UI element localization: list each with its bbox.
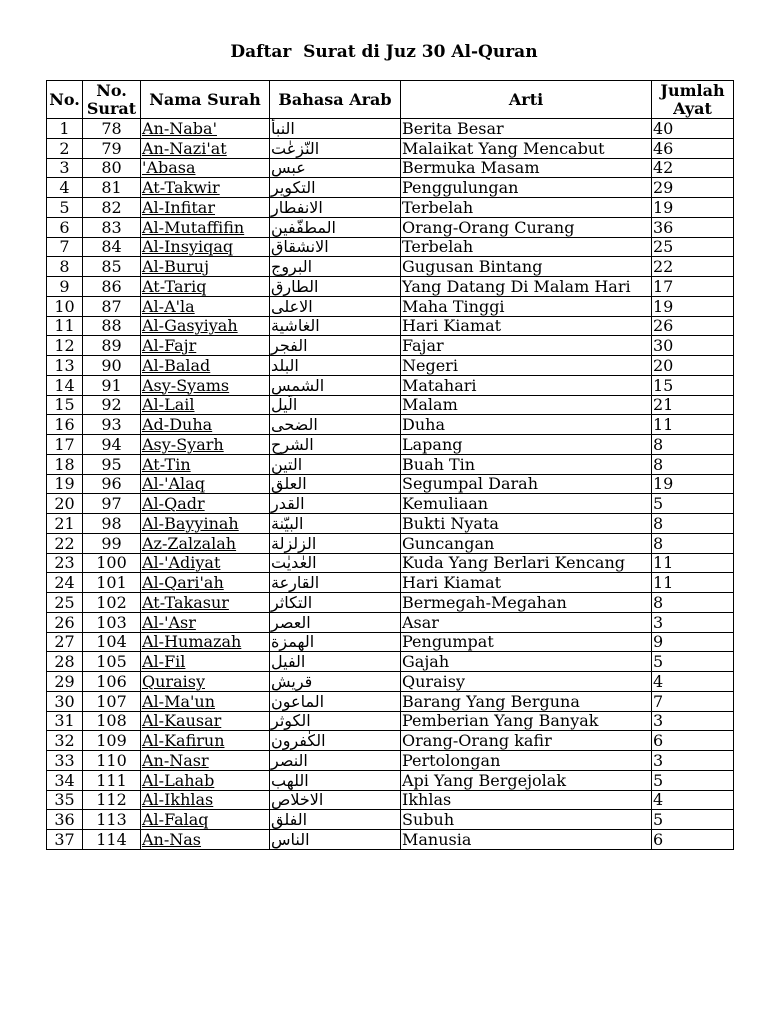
surah-name-link[interactable]: Al-A'la [141, 296, 270, 316]
surah-name-link[interactable]: Al-Qadr [141, 494, 270, 514]
verse-count: 8 [652, 533, 734, 553]
surah-name-link[interactable]: Al-Ikhlas [141, 790, 270, 810]
arabic-name: عبس [270, 158, 401, 178]
row-number: 16 [47, 415, 83, 435]
arabic-name: الناس [270, 830, 401, 850]
surah-name-link[interactable]: Asy-Syams [141, 375, 270, 395]
surah-name-link[interactable]: Asy-Syarh [141, 435, 270, 455]
surah-number: 82 [83, 198, 141, 218]
meaning: Matahari [401, 375, 652, 395]
row-number: 36 [47, 810, 83, 830]
row-number: 11 [47, 316, 83, 336]
row-number: 9 [47, 277, 83, 297]
row-number: 24 [47, 573, 83, 593]
surah-number: 101 [83, 573, 141, 593]
row-number: 34 [47, 770, 83, 790]
surah-number: 80 [83, 158, 141, 178]
verse-count: 42 [652, 158, 734, 178]
surah-number: 112 [83, 790, 141, 810]
table-row [47, 573, 734, 593]
verse-count: 5 [652, 810, 734, 830]
verse-count: 5 [652, 770, 734, 790]
arabic-name: القارعة [270, 573, 401, 593]
verse-count: 5 [652, 494, 734, 514]
meaning: Pertolongan [401, 751, 652, 771]
surah-name-link[interactable]: Az-Zalzalah [141, 533, 270, 553]
table-row [47, 790, 734, 810]
meaning: Malam [401, 395, 652, 415]
surah-name-link[interactable]: Al-Lahab [141, 770, 270, 790]
surah-number: 78 [83, 119, 141, 139]
arabic-name: الشمس [270, 375, 401, 395]
row-number: 25 [47, 593, 83, 613]
row-number: 19 [47, 474, 83, 494]
meaning: Terbelah [401, 237, 652, 257]
surah-name-link[interactable]: An-Nas [141, 830, 270, 850]
surah-name-link[interactable]: Al-Insyiqaq [141, 237, 270, 257]
header-nama-surah: Nama Surah [141, 81, 270, 119]
surah-number: 89 [83, 336, 141, 356]
table-row [47, 830, 734, 850]
meaning: Subuh [401, 810, 652, 830]
verse-count: 36 [652, 217, 734, 237]
table-row [47, 711, 734, 731]
surah-number: 87 [83, 296, 141, 316]
row-number: 7 [47, 237, 83, 257]
meaning: Api Yang Bergejolak [401, 770, 652, 790]
meaning: Buah Tin [401, 454, 652, 474]
meaning: Barang Yang Berguna [401, 691, 652, 711]
meaning: Bukti Nyata [401, 514, 652, 534]
surah-number: 108 [83, 711, 141, 731]
surah-name-link[interactable]: Al-Bayyinah [141, 514, 270, 534]
meaning: Orang-Orang kafir [401, 731, 652, 751]
row-number: 20 [47, 494, 83, 514]
table-row [47, 257, 734, 277]
surah-name-link[interactable]: An-Nazi'at [141, 138, 270, 158]
header-no-surat: No. Surat [83, 81, 141, 119]
verse-count: 20 [652, 356, 734, 376]
table-row [47, 612, 734, 632]
arabic-name: الزلزلة [270, 533, 401, 553]
verse-count: 9 [652, 632, 734, 652]
meaning: Asar [401, 612, 652, 632]
meaning: Bermegah-Megahan [401, 593, 652, 613]
surah-number: 103 [83, 612, 141, 632]
row-number: 22 [47, 533, 83, 553]
meaning: Kuda Yang Berlari Kencang [401, 553, 652, 573]
surah-name-link[interactable]: Al-Gasyiyah [141, 316, 270, 336]
surah-number: 81 [83, 178, 141, 198]
row-number: 32 [47, 731, 83, 751]
surah-number: 90 [83, 356, 141, 376]
surah-name-link[interactable]: Ad-Duha [141, 415, 270, 435]
header-bahasa-arab: Bahasa Arab [270, 81, 401, 119]
surah-number: 86 [83, 277, 141, 297]
surah-name-link[interactable]: At-Tin [141, 454, 270, 474]
arabic-name: العصر [270, 612, 401, 632]
table-row [47, 119, 734, 139]
verse-count: 19 [652, 474, 734, 494]
surah-number: 104 [83, 632, 141, 652]
table-row [47, 494, 734, 514]
arabic-name: التين [270, 454, 401, 474]
verse-count: 6 [652, 731, 734, 751]
meaning: Fajar [401, 336, 652, 356]
meaning: Hari Kiamat [401, 316, 652, 336]
arabic-name: اللهب [270, 770, 401, 790]
arabic-name: القدر [270, 494, 401, 514]
row-number: 8 [47, 257, 83, 277]
surah-name-link[interactable]: Al-Falaq [141, 810, 270, 830]
surah-number: 84 [83, 237, 141, 257]
verse-count: 11 [652, 415, 734, 435]
arabic-name: الانفطار [270, 198, 401, 218]
table-row [47, 336, 734, 356]
table-row [47, 731, 734, 751]
surah-number: 109 [83, 731, 141, 751]
arabic-name: البيّنة [270, 514, 401, 534]
surah-name-link[interactable]: An-Naba' [141, 119, 270, 139]
row-number: 28 [47, 652, 83, 672]
row-number: 18 [47, 454, 83, 474]
verse-count: 26 [652, 316, 734, 336]
row-number: 26 [47, 612, 83, 632]
table-row [47, 375, 734, 395]
arabic-name: البلد [270, 356, 401, 376]
meaning: Segumpal Darah [401, 474, 652, 494]
surah-number: 111 [83, 770, 141, 790]
verse-count: 29 [652, 178, 734, 198]
verse-count: 11 [652, 573, 734, 593]
row-number: 15 [47, 395, 83, 415]
surah-number: 102 [83, 593, 141, 613]
surah-name-link[interactable]: Al-Fil [141, 652, 270, 672]
surah-number: 106 [83, 672, 141, 692]
surah-number: 97 [83, 494, 141, 514]
surah-name-link[interactable]: An-Nasr [141, 751, 270, 771]
meaning: Quraisy [401, 672, 652, 692]
surah-number: 91 [83, 375, 141, 395]
row-number: 1 [47, 119, 83, 139]
table-row [47, 632, 734, 652]
verse-count: 17 [652, 277, 734, 297]
row-number: 21 [47, 514, 83, 534]
arabic-name: الفيل [270, 652, 401, 672]
arabic-name: الانشقاق [270, 237, 401, 257]
table-row [47, 751, 734, 771]
arabic-name: قريش [270, 672, 401, 692]
arabic-name: الماعون [270, 691, 401, 711]
surah-number: 110 [83, 751, 141, 771]
table-row [47, 652, 734, 672]
row-number: 13 [47, 356, 83, 376]
table-row [47, 672, 734, 692]
surah-name-link[interactable]: Al-Humazah [141, 632, 270, 652]
verse-count: 11 [652, 553, 734, 573]
meaning: Penggulungan [401, 178, 652, 198]
meaning: Yang Datang Di Malam Hari [401, 277, 652, 297]
arabic-name: الاعلى [270, 296, 401, 316]
table-row [47, 553, 734, 573]
verse-count: 3 [652, 612, 734, 632]
meaning: Terbelah [401, 198, 652, 218]
surah-name-link[interactable]: 'Abasa [141, 158, 270, 178]
table-header-row [47, 81, 734, 119]
table-row [47, 474, 734, 494]
meaning: Guncangan [401, 533, 652, 553]
verse-count: 25 [652, 237, 734, 257]
surah-name-link[interactable]: Al-Balad [141, 356, 270, 376]
meaning: Lapang [401, 435, 652, 455]
table-row [47, 316, 734, 336]
arabic-name: العٰديٰت [270, 553, 401, 573]
verse-count: 3 [652, 751, 734, 771]
arabic-name: النّزعٰت [270, 138, 401, 158]
arabic-name: الكٰفرون [270, 731, 401, 751]
table-row [47, 178, 734, 198]
meaning: Gugusan Bintang [401, 257, 652, 277]
arabic-name: الّيل [270, 395, 401, 415]
surah-number: 92 [83, 395, 141, 415]
header-no: No. [47, 81, 83, 119]
surah-name-link[interactable]: Al-Qari'ah [141, 573, 270, 593]
verse-count: 4 [652, 790, 734, 810]
surah-number: 113 [83, 810, 141, 830]
table-row [47, 296, 734, 316]
row-number: 29 [47, 672, 83, 692]
verse-count: 7 [652, 691, 734, 711]
surah-name-link[interactable]: Al-Kausar [141, 711, 270, 731]
row-number: 10 [47, 296, 83, 316]
surah-name-link[interactable]: Al-Fajr [141, 336, 270, 356]
surah-name-link[interactable]: Al-Ma'un [141, 691, 270, 711]
meaning: Kemuliaan [401, 494, 652, 514]
arabic-name: الفجر [270, 336, 401, 356]
surah-name-link[interactable]: Al-Lail [141, 395, 270, 415]
arabic-name: المطفّفين [270, 217, 401, 237]
arabic-name: العلق [270, 474, 401, 494]
table-row [47, 533, 734, 553]
verse-count: 46 [652, 138, 734, 158]
meaning: Gajah [401, 652, 652, 672]
meaning: Ikhlas [401, 790, 652, 810]
table-row [47, 217, 734, 237]
arabic-name: النبأ [270, 119, 401, 139]
table-row [47, 514, 734, 534]
meaning: Berita Besar [401, 119, 652, 139]
table-row [47, 770, 734, 790]
verse-count: 8 [652, 514, 734, 534]
meaning: Maha Tinggi [401, 296, 652, 316]
verse-count: 8 [652, 454, 734, 474]
surah-number: 99 [83, 533, 141, 553]
row-number: 37 [47, 830, 83, 850]
row-number: 5 [47, 198, 83, 218]
surah-name-link[interactable]: Quraisy [141, 672, 270, 692]
meaning: Duha [401, 415, 652, 435]
surah-name-link[interactable]: Al-Buruj [141, 257, 270, 277]
surah-number: 107 [83, 691, 141, 711]
surah-number: 105 [83, 652, 141, 672]
table-row [47, 198, 734, 218]
verse-count: 19 [652, 198, 734, 218]
row-number: 3 [47, 158, 83, 178]
verse-count: 6 [652, 830, 734, 850]
arabic-name: الشرح [270, 435, 401, 455]
surah-number: 114 [83, 830, 141, 850]
table-row [47, 356, 734, 376]
row-number: 33 [47, 751, 83, 771]
header-arti: Arti [401, 81, 652, 119]
table-row [47, 395, 734, 415]
meaning: Hari Kiamat [401, 573, 652, 593]
surah-name-link[interactable]: Al-Infitar [141, 198, 270, 218]
verse-count: 8 [652, 593, 734, 613]
verse-count: 4 [652, 672, 734, 692]
verse-count: 3 [652, 711, 734, 731]
surah-number: 83 [83, 217, 141, 237]
surah-number: 79 [83, 138, 141, 158]
row-number: 4 [47, 178, 83, 198]
table-row [47, 454, 734, 474]
header-jumlah-ayat: Jumlah Ayat [652, 81, 734, 119]
row-number: 6 [47, 217, 83, 237]
arabic-name: الكوثر [270, 711, 401, 731]
arabic-name: الضحى [270, 415, 401, 435]
table-row [47, 810, 734, 830]
verse-count: 21 [652, 395, 734, 415]
table-body [47, 119, 734, 850]
verse-count: 19 [652, 296, 734, 316]
surah-name-link[interactable]: At-Tariq [141, 277, 270, 297]
surah-number: 100 [83, 553, 141, 573]
row-number: 2 [47, 138, 83, 158]
row-number: 17 [47, 435, 83, 455]
surah-name-link[interactable]: Al-'Asr [141, 612, 270, 632]
verse-count: 40 [652, 119, 734, 139]
verse-count: 30 [652, 336, 734, 356]
row-number: 14 [47, 375, 83, 395]
surah-name-link[interactable]: Al-'Alaq [141, 474, 270, 494]
surah-number: 96 [83, 474, 141, 494]
row-number: 23 [47, 553, 83, 573]
arabic-name: الهمزة [270, 632, 401, 652]
arabic-name: الطارق [270, 277, 401, 297]
meaning: Pemberian Yang Banyak [401, 711, 652, 731]
meaning: Malaikat Yang Mencabut [401, 138, 652, 158]
arabic-name: الفلق [270, 810, 401, 830]
meaning: Negeri [401, 356, 652, 376]
arabic-name: الاخلاص [270, 790, 401, 810]
arabic-name: النصر [270, 751, 401, 771]
row-number: 12 [47, 336, 83, 356]
surah-number: 85 [83, 257, 141, 277]
surah-name-link[interactable]: Al-'Adiyat [141, 553, 270, 573]
meaning: Orang-Orang Curang [401, 217, 652, 237]
verse-count: 22 [652, 257, 734, 277]
surah-number: 93 [83, 415, 141, 435]
verse-count: 5 [652, 652, 734, 672]
verse-count: 15 [652, 375, 734, 395]
arabic-name: البروج [270, 257, 401, 277]
surah-number: 98 [83, 514, 141, 534]
surah-name-link[interactable]: Al-Kafirun [141, 731, 270, 751]
meaning: Manusia [401, 830, 652, 850]
surah-table [46, 80, 734, 850]
surah-name-link[interactable]: At-Takasur [141, 593, 270, 613]
arabic-name: الغاشية [270, 316, 401, 336]
surah-number: 94 [83, 435, 141, 455]
row-number: 35 [47, 790, 83, 810]
table-row [47, 277, 734, 297]
surah-name-link[interactable]: Al-Mutaffifin [141, 217, 270, 237]
meaning: Pengumpat [401, 632, 652, 652]
surah-name-link[interactable]: At-Takwir [141, 178, 270, 198]
row-number: 31 [47, 711, 83, 731]
verse-count: 8 [652, 435, 734, 455]
row-number: 30 [47, 691, 83, 711]
table-row [47, 691, 734, 711]
arabic-name: التكوير [270, 178, 401, 198]
table-row [47, 237, 734, 257]
arabic-name: التكاثر [270, 593, 401, 613]
meaning: Bermuka Masam [401, 158, 652, 178]
surah-number: 88 [83, 316, 141, 336]
surah-number: 95 [83, 454, 141, 474]
table-row [47, 593, 734, 613]
table-row [47, 435, 734, 455]
table-row [47, 138, 734, 158]
row-number: 27 [47, 632, 83, 652]
table-row [47, 415, 734, 435]
table-row [47, 158, 734, 178]
page-title: Daftar Surat di Juz 30 Al-Quran [230, 42, 538, 62]
